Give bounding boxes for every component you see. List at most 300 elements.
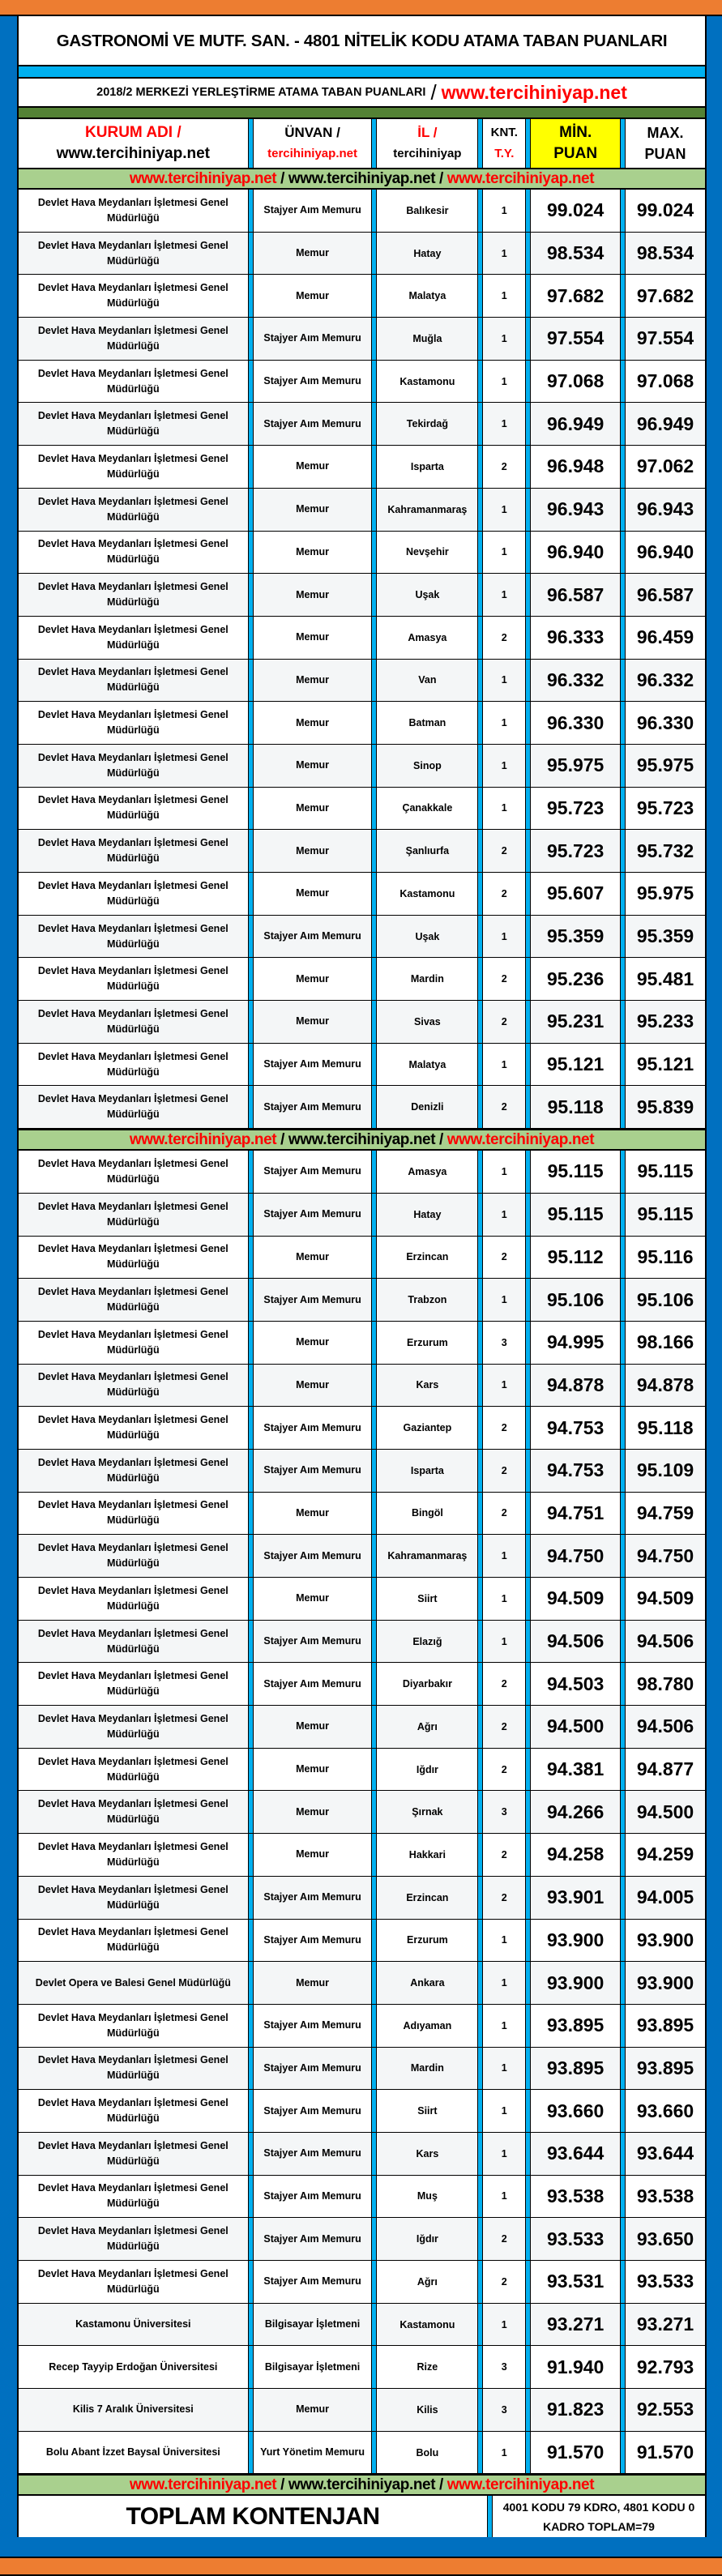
column-divider <box>620 1407 626 1449</box>
il-cell: Malatya <box>408 1058 446 1070</box>
il-cell: Kastamonu <box>399 375 455 387</box>
column-divider <box>620 574 626 616</box>
kurum-cell: Devlet Hava Meydanları İşletmesi Genel Müdürlüğü <box>37 452 229 480</box>
column-divider <box>477 2304 483 2346</box>
unvan-cell: Stajyer Aım Memuru <box>254 1535 372 1577</box>
kontenjan-cell: 2 <box>483 1706 525 1748</box>
max-puan-cell: 96.949 <box>626 403 705 445</box>
table-row <box>19 532 705 575</box>
column-divider <box>620 1001 626 1043</box>
column-divider <box>525 1279 531 1321</box>
il-cell: Adıyaman <box>403 2019 452 2031</box>
kurum-cell: Devlet Hava Meydanları İşletmesi Genel Müdürlüğü <box>19 1450 248 1492</box>
kontenjan-cell: 2 <box>501 460 507 472</box>
separator-link-mid[interactable]: / www.tercihiniyap.net / <box>276 1130 447 1148</box>
table-row <box>19 1877 705 1920</box>
min-puan-cell: 93.895 <box>531 2048 620 2090</box>
column-divider <box>525 275 531 317</box>
unvan-cell: Stajyer Aım Memuru <box>263 2275 361 2288</box>
max-puan-cell: 94.759 <box>636 1502 694 1523</box>
column-divider <box>248 1365 254 1407</box>
kurum-cell: Devlet Hava Meydanları İşletmesi Genel Müdürlüğü <box>37 965 229 993</box>
il-cell: Uşak <box>377 916 477 958</box>
unvan-cell: Memur <box>254 233 372 275</box>
kurum-cell: Devlet Hava Meydanları İşletmesi Genel Müdürlüğü <box>37 2097 229 2125</box>
il-cell: Kars <box>377 1365 477 1407</box>
column-divider <box>371 1920 377 1962</box>
column-divider <box>371 190 377 232</box>
column-divider <box>248 1663 254 1705</box>
header-unvan <box>254 119 372 168</box>
il-cell: Siirt <box>417 1592 438 1604</box>
column-divider <box>620 1194 626 1236</box>
kontenjan-cell: 2 <box>501 631 507 643</box>
column-divider <box>477 361 483 403</box>
unvan-cell: Memur <box>254 1962 372 2004</box>
column-divider <box>371 403 377 445</box>
column-divider <box>620 2432 626 2474</box>
separator-link-right[interactable]: www.tercihiniyap.net <box>446 169 595 187</box>
separator-link-mid[interactable]: / www.tercihiniyap.net / <box>276 169 447 187</box>
kurum-cell: Devlet Hava Meydanları İşletmesi Genel Müdürlüğü <box>37 709 229 737</box>
column-divider <box>620 1365 626 1407</box>
column-divider <box>477 489 483 531</box>
kontenjan-cell: 2 <box>501 1507 507 1519</box>
column-divider <box>248 2090 254 2132</box>
min-puan-cell: 95.115 <box>531 1194 620 1236</box>
unvan-cell: Memur <box>296 1506 330 1519</box>
table-row <box>19 361 705 404</box>
max-puan-cell: 95.115 <box>626 1194 705 1236</box>
kurum-cell: Recep Tayyip Erdoğan Üniversitesi <box>49 2360 218 2373</box>
column-divider <box>371 574 377 616</box>
column-divider <box>371 1962 377 2004</box>
header-min-puan <box>531 119 620 168</box>
max-puan-cell: 93.900 <box>626 1962 705 2004</box>
column-divider <box>620 233 626 275</box>
min-puan-cell: 94.753 <box>531 1450 620 1492</box>
kurum-cell: Devlet Hava Meydanları İşletmesi Genel Müdürlüğü <box>19 1706 248 1748</box>
kontenjan-cell: 2 <box>483 1877 525 1919</box>
max-puan-cell: 92.553 <box>626 2389 705 2431</box>
min-puan-cell: 96.587 <box>531 574 620 616</box>
table-row <box>19 660 705 703</box>
max-puan-cell: 98.534 <box>626 233 705 275</box>
kontenjan-cell: 1 <box>483 660 525 702</box>
unvan-cell: Memur <box>254 830 372 872</box>
column-divider <box>371 1791 377 1833</box>
column-divider <box>620 745 626 787</box>
kontenjan-cell: 1 <box>483 745 525 787</box>
column-divider <box>477 1493 483 1535</box>
column-divider <box>248 574 254 616</box>
kontenjan-cell: 2 <box>501 2275 507 2288</box>
column-divider <box>371 1194 377 1236</box>
column-divider <box>371 1407 377 1449</box>
column-divider <box>525 446 531 488</box>
table-row <box>19 1001 705 1044</box>
kontenjan-cell: 1 <box>501 204 507 216</box>
kurum-cell: Devlet Hava Meydanları İşletmesi Genel Müdürlüğü <box>37 1499 229 1527</box>
kurum-cell: Devlet Hava Meydanları İşletmesi Genel Müdürlüğü <box>37 282 229 310</box>
column-divider <box>371 318 377 360</box>
column-divider <box>477 2133 483 2175</box>
table-header-row <box>19 119 705 168</box>
il-cell: Malatya <box>408 290 446 302</box>
column-divider <box>477 1535 483 1577</box>
unvan-cell: Memur <box>254 660 372 702</box>
column-divider <box>248 1621 254 1663</box>
column-divider <box>248 318 254 360</box>
header-knt-sub: T.Y. <box>494 147 515 160</box>
unvan-cell: Memur <box>296 1592 330 1604</box>
table-row <box>19 1920 705 1963</box>
column-divider <box>525 1001 531 1043</box>
column-divider <box>525 1044 531 1086</box>
column-divider <box>248 916 254 958</box>
min-puan-cell: 95.121 <box>547 1053 605 1075</box>
kontenjan-cell: 1 <box>483 318 525 360</box>
column-divider <box>477 574 483 616</box>
min-puan-cell: 94.750 <box>531 1535 620 1577</box>
kurum-cell: Devlet Hava Meydanları İşletmesi Genel Müdürlüğü <box>37 1328 229 1356</box>
column-divider <box>248 617 254 659</box>
column-divider <box>477 446 483 488</box>
kurum-cell: Kilis 7 Aralık Üniversitesi <box>19 2389 248 2431</box>
kurum-cell: Kastamonu Üniversitesi <box>19 2304 248 2346</box>
min-puan-cell: 93.901 <box>531 1877 620 1919</box>
table-row <box>19 1663 705 1706</box>
column-divider <box>477 1706 483 1748</box>
il-cell: Batman <box>408 717 446 729</box>
column-divider <box>477 2261 483 2303</box>
kontenjan-cell: 1 <box>483 2304 525 2346</box>
kurum-cell: Devlet Hava Meydanları İşletmesi Genel Müdürlüğü <box>37 1243 229 1271</box>
kurum-cell: Devlet Hava Meydanları İşletmesi Genel Müdürlüğü <box>37 879 229 907</box>
il-cell: Nevşehir <box>405 546 449 558</box>
min-puan-cell: 93.660 <box>547 2100 605 2121</box>
unvan-cell: Stajyer Aım Memuru <box>254 2048 372 2090</box>
table-row <box>19 702 705 745</box>
column-divider <box>371 1834 377 1876</box>
max-puan-cell: 94.259 <box>636 1843 694 1865</box>
column-divider <box>371 958 377 1000</box>
kurum-cell: Bolu Abant İzzet Baysal Üniversitesi <box>45 2446 220 2459</box>
column-divider <box>477 1151 483 1193</box>
table-row <box>19 2048 705 2091</box>
column-divider <box>525 574 531 616</box>
column-divider <box>371 2218 377 2260</box>
header-kurum-label: KURUM ADI / <box>85 124 182 141</box>
column-divider <box>248 1578 254 1620</box>
column-divider <box>620 489 626 531</box>
separator-link-left[interactable]: www.tercihiniyap.net <box>129 169 277 187</box>
il-cell: Amasya <box>408 1165 447 1177</box>
unvan-cell: Stajyer Aım Memuru <box>254 1621 372 1663</box>
column-divider <box>525 1791 531 1833</box>
max-puan-cell: 96.332 <box>626 660 705 702</box>
column-divider <box>620 1962 626 2004</box>
unvan-cell: Stajyer Aım Memuru <box>263 204 361 216</box>
column-divider <box>371 1493 377 1535</box>
column-divider <box>620 1663 626 1705</box>
watermark-separator <box>19 1129 705 1151</box>
column-divider <box>620 446 626 488</box>
table-row <box>19 2304 705 2347</box>
kurum-cell: Devlet Hava Meydanları İşletmesi Genel Müdürlüğü <box>37 1584 229 1612</box>
table-row <box>19 958 705 1001</box>
table-row <box>19 1194 705 1237</box>
kontenjan-cell: 2 <box>483 2218 525 2260</box>
column-divider <box>248 745 254 787</box>
header-min-label: MİN. <box>559 124 592 141</box>
kurum-cell: Devlet Hava Meydanları İşletmesi Genel Müdürlüğü <box>19 660 248 702</box>
column-divider <box>248 1086 254 1128</box>
kurum-cell: Devlet Hava Meydanları İşletmesi Genel Müdürlüğü <box>37 2011 229 2039</box>
il-cell: Kastamonu <box>399 887 455 899</box>
kontenjan-cell: 1 <box>501 2105 507 2117</box>
column-divider <box>525 1920 531 1962</box>
column-divider <box>477 1834 483 1876</box>
kontenjan-cell: 1 <box>483 916 525 958</box>
separator-link-left[interactable]: www.tercihiniyap.net <box>129 1130 277 1148</box>
table-row <box>19 1493 705 1536</box>
green-divider-band <box>19 106 705 119</box>
table-row <box>19 1834 705 1877</box>
column-divider <box>371 233 377 275</box>
column-divider <box>525 361 531 403</box>
min-puan-cell: 94.266 <box>531 1791 620 1833</box>
column-divider <box>248 2005 254 2047</box>
il-cell: Trabzon <box>377 1279 477 1321</box>
kontenjan-cell: 1 <box>483 1365 525 1407</box>
column-divider <box>525 2176 531 2218</box>
column-divider <box>477 190 483 232</box>
max-puan-cell: 93.895 <box>626 2048 705 2090</box>
column-divider <box>477 788 483 830</box>
kontenjan-cell: 1 <box>483 1535 525 1577</box>
kurum-cell: Devlet Hava Meydanları İşletmesi Genel Müdürlüğü <box>37 1755 229 1783</box>
table-row <box>19 1450 705 1493</box>
column-divider <box>371 873 377 915</box>
column-divider <box>525 1663 531 1705</box>
max-puan-cell: 95.732 <box>626 830 705 872</box>
il-cell: Hatay <box>377 1194 477 1236</box>
column-divider <box>248 1151 254 1193</box>
il-cell: Mardin <box>377 2048 477 2090</box>
unvan-cell: Memur <box>254 489 372 531</box>
unvan-cell: Memur <box>296 545 330 557</box>
kontenjan-cell: 3 <box>483 2389 525 2431</box>
column-divider <box>248 1920 254 1962</box>
il-cell: Amasya <box>408 631 447 643</box>
min-puan-cell: 98.534 <box>531 233 620 275</box>
kontenjan-cell: 1 <box>483 489 525 531</box>
table-row <box>19 318 705 361</box>
column-divider <box>371 1151 377 1193</box>
column-divider <box>248 233 254 275</box>
total-note: 4001 KODU 79 KDRO, 4801 KODU 0 KADRO TOPLAM=79 <box>502 2500 695 2533</box>
column-divider <box>525 1365 531 1407</box>
column-divider <box>248 489 254 531</box>
max-puan-cell: 94.500 <box>626 1791 705 1833</box>
column-divider <box>525 1450 531 1492</box>
table-row <box>19 1706 705 1749</box>
column-divider <box>525 190 531 232</box>
unvan-cell: Stajyer Aım Memuru <box>254 916 372 958</box>
column-divider <box>248 119 254 168</box>
column-divider <box>620 617 626 659</box>
il-cell: Çanakkale <box>402 802 453 814</box>
kontenjan-cell: 2 <box>501 887 507 899</box>
max-puan-cell: 95.233 <box>626 1001 705 1043</box>
unvan-cell: Memur <box>296 972 330 985</box>
column-divider <box>248 873 254 915</box>
table-row <box>19 2261 705 2304</box>
max-puan-cell: 95.106 <box>626 1279 705 1321</box>
column-divider <box>525 788 531 830</box>
column-divider <box>371 446 377 488</box>
unvan-cell: Memur <box>254 1791 372 1833</box>
column-divider <box>371 361 377 403</box>
il-cell: Hakkari <box>408 1848 446 1860</box>
il-cell: Kilis <box>377 2389 477 2431</box>
column-divider <box>477 745 483 787</box>
kurum-cell: Devlet Hava Meydanları İşletmesi Genel Müdürlüğü <box>19 916 248 958</box>
unvan-cell: Stajyer Aım Memuru <box>263 1165 361 1177</box>
watermark-separator <box>19 2474 705 2496</box>
max-puan-cell: 97.062 <box>636 455 694 477</box>
header-knt-label: KNT. <box>490 126 518 139</box>
il-cell: Isparta <box>377 1450 477 1492</box>
column-divider <box>477 1086 483 1128</box>
separator-link-mid[interactable]: / www.tercihiniyap.net / <box>276 2476 447 2493</box>
min-puan-cell: 91.570 <box>547 2441 605 2463</box>
kontenjan-cell: 2 <box>501 1848 507 1860</box>
column-divider <box>477 403 483 445</box>
separator-link-left[interactable]: www.tercihiniyap.net <box>129 2476 277 2493</box>
il-cell: Ağrı <box>377 1706 477 1748</box>
column-divider <box>620 2304 626 2346</box>
table-row <box>19 446 705 489</box>
column-divider <box>525 916 531 958</box>
max-puan-cell: 95.118 <box>637 1416 694 1438</box>
unvan-cell: Memur <box>296 801 330 814</box>
column-divider <box>477 2176 483 2218</box>
kontenjan-cell: 1 <box>501 802 507 814</box>
kurum-cell: Devlet Opera ve Balesi Genel Müdürlüğü <box>19 1962 248 2004</box>
column-divider <box>525 1322 531 1364</box>
subtitle-site-link[interactable]: www.tercihiniyap.net <box>441 81 627 103</box>
table-row <box>19 788 705 831</box>
kontenjan-cell: 2 <box>483 830 525 872</box>
min-puan-cell: 95.607 <box>547 882 605 904</box>
kurum-cell: Devlet Hava Meydanları İşletmesi Genel Müdürlüğü <box>19 1001 248 1043</box>
il-cell: Erzurum <box>407 1336 448 1348</box>
column-divider <box>371 1450 377 1492</box>
il-cell: Denizli <box>377 1086 477 1128</box>
table-row <box>19 916 705 959</box>
table-body-block-1 <box>19 190 705 1129</box>
column-divider <box>620 830 626 872</box>
kontenjan-cell: 3 <box>501 1336 507 1348</box>
column-divider <box>620 1322 626 1364</box>
column-divider <box>525 489 531 531</box>
table-row <box>19 1322 705 1365</box>
column-divider <box>248 2432 254 2474</box>
min-puan-cell: 93.531 <box>547 2271 605 2292</box>
kurum-cell: Devlet Hava Meydanları İşletmesi Genel Müdürlüğü <box>19 2218 248 2260</box>
min-puan-cell: 97.682 <box>547 284 605 306</box>
column-divider <box>477 1962 483 2004</box>
kontenjan-cell: 1 <box>501 290 507 302</box>
min-puan-cell: 95.231 <box>531 1001 620 1043</box>
column-divider <box>371 1535 377 1577</box>
unvan-cell: Memur <box>296 1250 330 1262</box>
column-divider <box>248 446 254 488</box>
unvan-cell: Stajyer Aım Memuru <box>254 1279 372 1321</box>
table-row <box>19 745 705 788</box>
column-divider <box>371 2090 377 2132</box>
table-row <box>19 403 705 446</box>
max-puan-cell: 96.330 <box>636 711 694 733</box>
column-divider <box>371 1044 377 1086</box>
column-divider <box>620 702 626 744</box>
column-divider <box>477 1194 483 1236</box>
il-cell: Balıkesir <box>406 204 449 216</box>
kontenjan-cell: 1 <box>501 1934 507 1946</box>
kurum-cell: Devlet Hava Meydanları İşletmesi Genel Müdürlüğü <box>19 233 248 275</box>
column-divider <box>371 916 377 958</box>
max-puan-cell: 96.459 <box>636 626 694 648</box>
kontenjan-cell: 2 <box>501 1678 507 1690</box>
min-puan-cell: 94.500 <box>531 1706 620 1748</box>
unvan-cell: Stajyer Aım Memuru <box>263 1058 361 1070</box>
kurum-cell: Devlet Hava Meydanları İşletmesi Genel Müdürlüğü <box>37 623 229 651</box>
il-cell: Şırnak <box>377 1791 477 1833</box>
column-divider <box>371 1749 377 1791</box>
table-row <box>19 617 705 660</box>
min-puan-cell: 99.024 <box>547 199 605 221</box>
kontenjan-cell: 1 <box>483 1962 525 2004</box>
max-puan-cell: 93.538 <box>636 2185 694 2206</box>
column-divider <box>525 1407 531 1449</box>
min-puan-cell: 91.940 <box>547 2356 605 2377</box>
column-divider <box>525 1237 531 1279</box>
column-divider <box>248 2389 254 2431</box>
min-puan-cell: 93.533 <box>531 2218 620 2260</box>
header-kurum <box>19 119 248 168</box>
column-divider <box>620 2261 626 2303</box>
separator-link-right[interactable]: www.tercihiniyap.net <box>446 2476 595 2493</box>
separator-link-right[interactable]: www.tercihiniyap.net <box>446 1130 595 1148</box>
kurum-cell: Devlet Hava Meydanları İşletmesi Genel Müdürlüğü <box>19 489 248 531</box>
kontenjan-cell: 1 <box>501 2190 507 2202</box>
column-divider <box>248 660 254 702</box>
column-divider <box>620 1450 626 1492</box>
table-row <box>19 2346 705 2389</box>
column-divider <box>371 489 377 531</box>
table-row <box>19 1151 705 1194</box>
subtitle <box>19 79 705 106</box>
min-puan-cell: 94.751 <box>547 1502 605 1523</box>
table-row <box>19 1535 705 1578</box>
column-divider <box>248 1044 254 1086</box>
kontenjan-cell: 1 <box>483 1621 525 1663</box>
column-divider <box>477 1044 483 1086</box>
table-row <box>19 2389 705 2432</box>
max-puan-cell: 94.509 <box>636 1587 694 1609</box>
